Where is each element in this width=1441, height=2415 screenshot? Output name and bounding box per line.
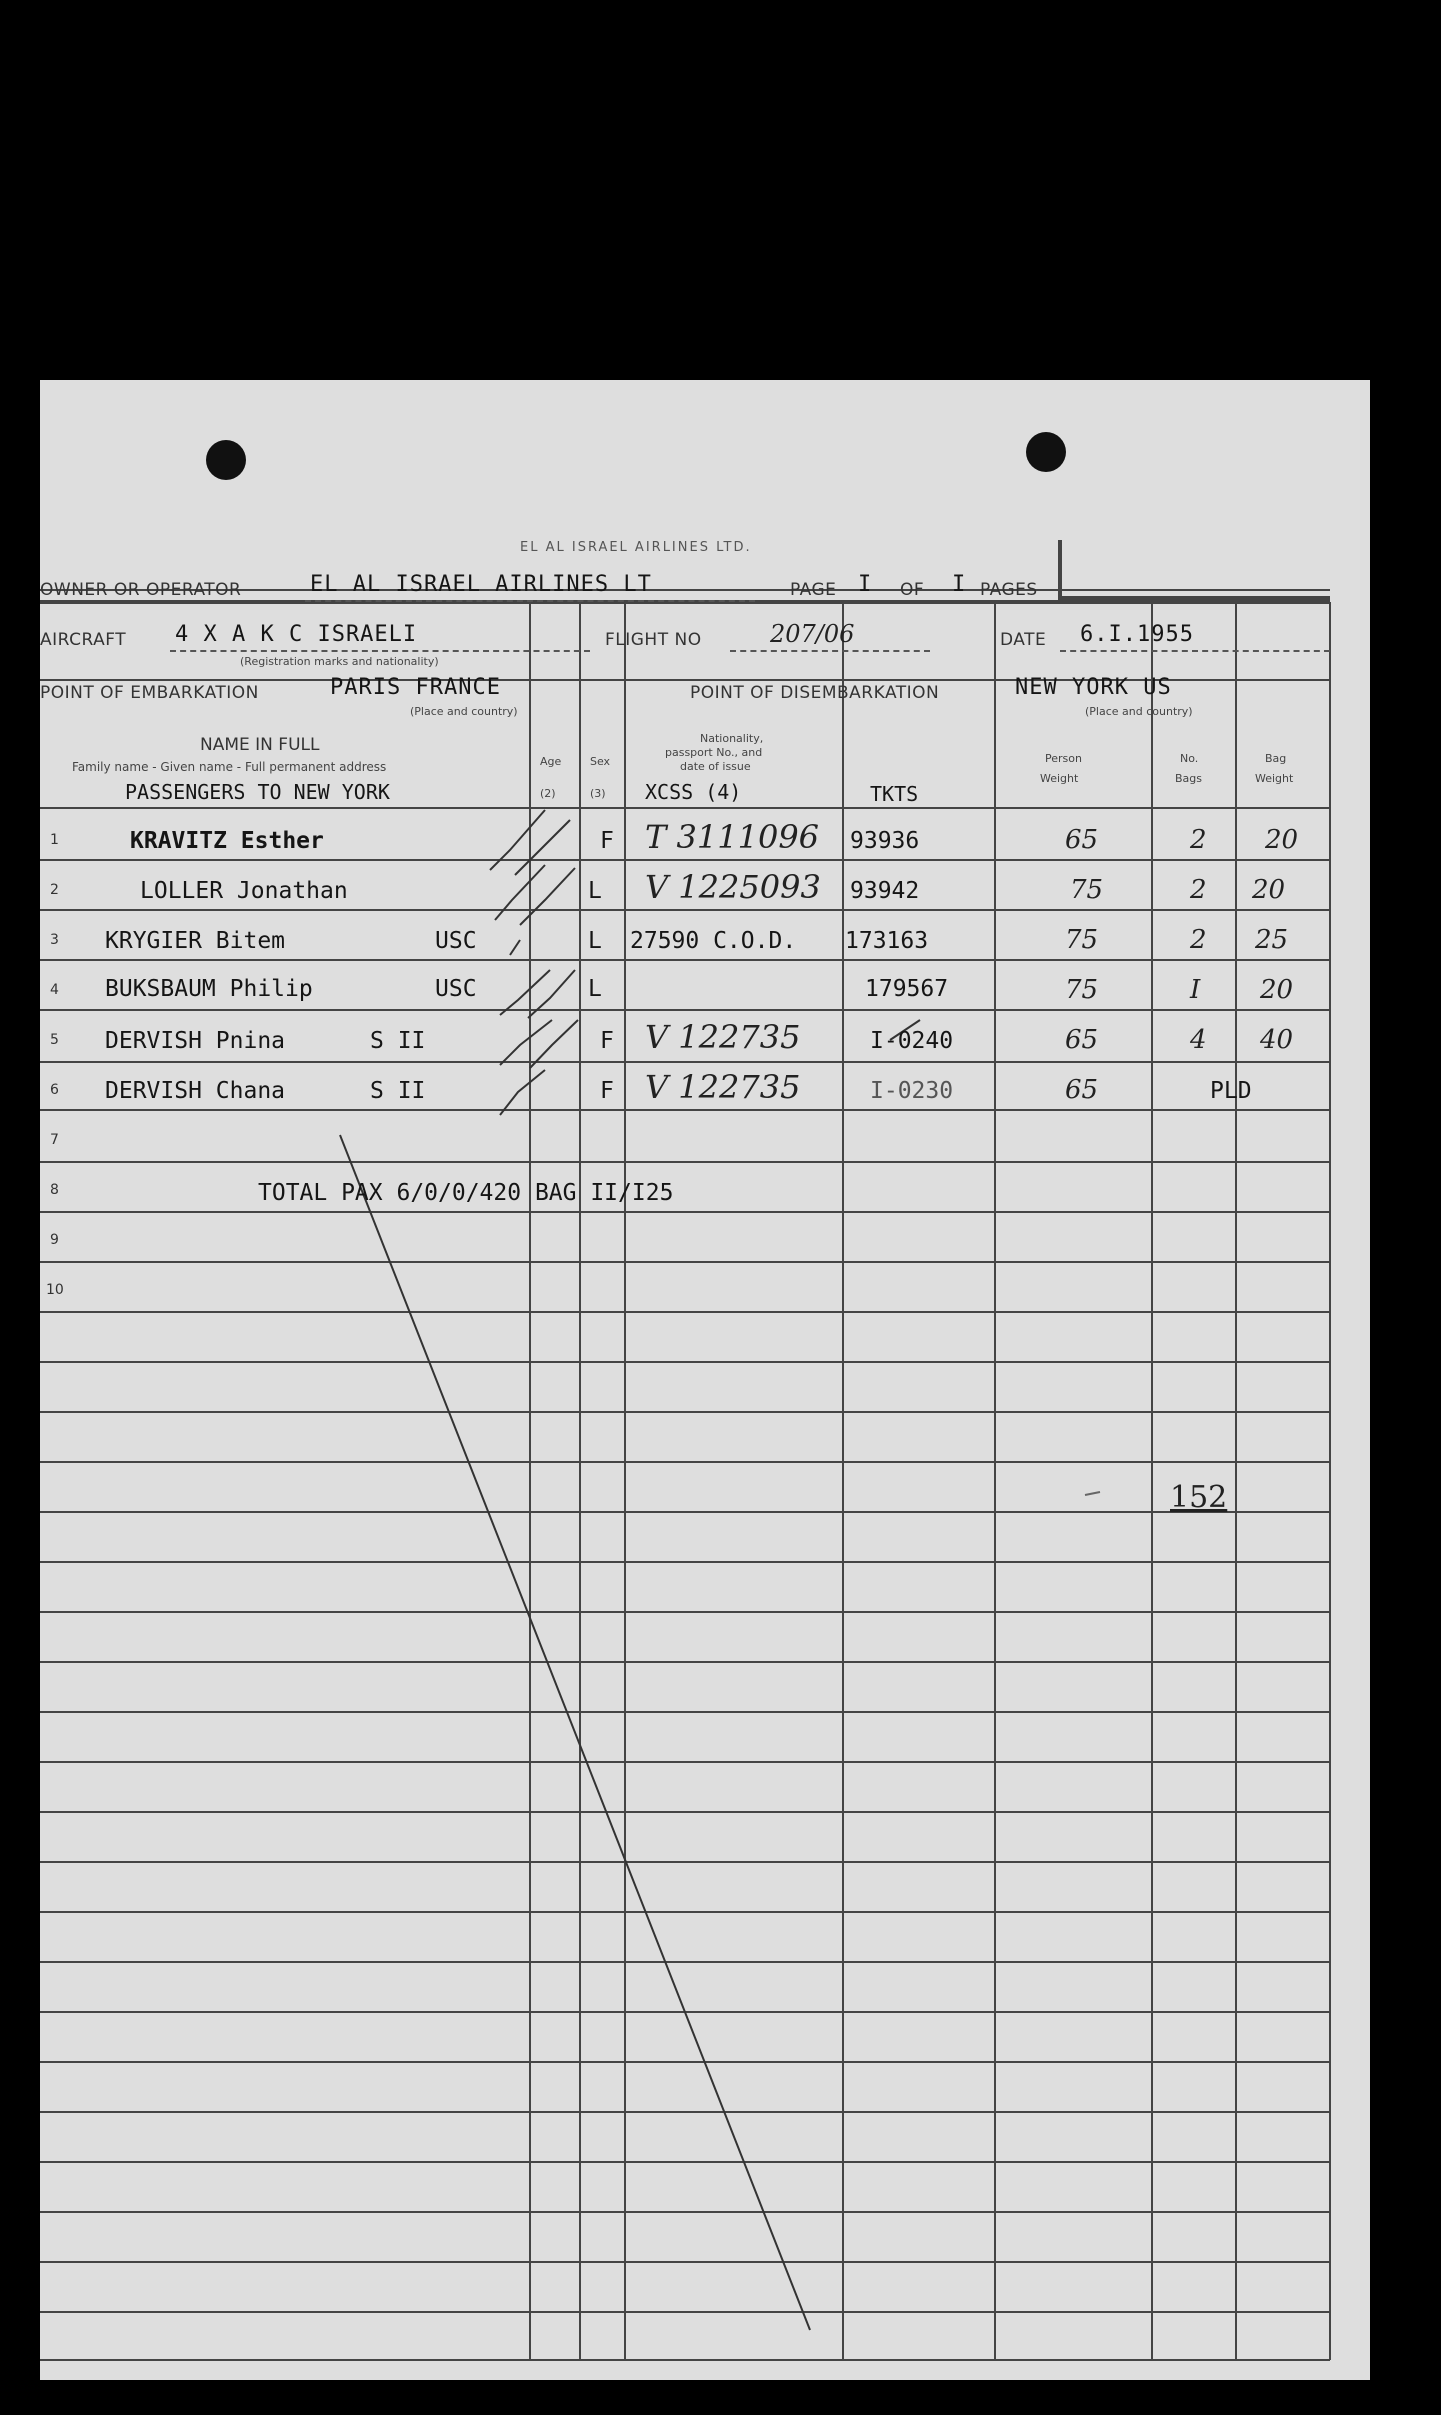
passenger-address: S II (370, 1078, 426, 1104)
passenger-passport: V 1225093 (645, 868, 821, 906)
date-label: DATE (1000, 630, 1047, 650)
bag-weight: 20 (1252, 875, 1286, 905)
person-weight: 75 (1065, 975, 1099, 1005)
col-age: Age (540, 755, 562, 768)
passenger-name: KRYGIER Bitem (105, 928, 286, 954)
passenger-passport: V 122735 (645, 1018, 801, 1056)
passenger-sex: F (600, 828, 614, 854)
row-number: 4 (50, 982, 59, 998)
page-value: I (858, 572, 873, 597)
aircraft-underline (170, 650, 590, 652)
date-underline (1060, 650, 1330, 652)
embarkation-value: PARIS FRANCE (330, 675, 501, 700)
row-number: 7 (50, 1132, 59, 1148)
bag-count: 2 (1190, 925, 1207, 955)
passenger-sex: F (600, 1078, 614, 1104)
passenger-address: USC (435, 976, 477, 1002)
col-sex-num: (3) (590, 787, 606, 800)
row-number: 9 (50, 1232, 59, 1248)
passenger-ticket: I-0240 (870, 1028, 954, 1054)
passenger-name: LOLLER Jonathan (140, 878, 348, 904)
passenger-name: KRAVITZ Esther (130, 828, 324, 854)
owner-label: OWNER OR OPERATOR (40, 580, 242, 600)
passenger-ticket: I-0230 (870, 1078, 954, 1104)
row-number: 10 (46, 1282, 64, 1298)
embarkation-caption: (Place and country) (410, 705, 518, 718)
aircraft-label: AIRCRAFT (40, 630, 127, 650)
passenger-ticket: 93942 (850, 878, 920, 904)
col-name-title: NAME IN FULL (200, 735, 320, 755)
embarkation-label: POINT OF EMBARKATION (40, 683, 259, 703)
of-label: OF (900, 580, 925, 600)
col-person-weight-1: Person (1045, 752, 1082, 765)
person-weight: 65 (1065, 1075, 1099, 1105)
col-bag-weight-1: Bag (1265, 752, 1287, 765)
row-number: 2 (50, 882, 59, 898)
passenger-passport: V 122735 (645, 1068, 801, 1106)
col-age-num: (2) (540, 787, 556, 800)
passenger-name: DERVISH Pnina (105, 1028, 286, 1054)
bag-weight: 20 (1265, 825, 1299, 855)
col-bags-2: Bags (1175, 772, 1203, 785)
aircraft-value: 4 X A K C ISRAELI (175, 622, 418, 647)
bag-count: 2 (1190, 825, 1207, 855)
bag-count: 2 (1190, 875, 1207, 905)
aircraft-caption: (Registration marks and nationality) (240, 655, 439, 668)
flight-value: 207/06 (770, 620, 855, 648)
person-weight: 75 (1065, 925, 1099, 955)
passenger-sex: F (600, 1028, 614, 1054)
col-person-weight-2: Weight (1040, 772, 1079, 785)
person-weight: 65 (1065, 1025, 1099, 1055)
of-value: I (952, 572, 967, 597)
row-number: 1 (50, 832, 59, 848)
flight-underline (730, 650, 930, 652)
person-weight: 75 (1070, 875, 1104, 905)
passenger-sex: L (588, 878, 602, 904)
bag-count: PLD (1210, 1078, 1252, 1104)
manifest-sheet (40, 380, 1370, 2380)
passenger-sex: L (588, 928, 602, 954)
total-line: TOTAL PAX 6/0/0/420 BAG II/I25 (258, 1180, 674, 1206)
col-sex: Sex (590, 755, 611, 768)
col-nat-2: passport No., and (665, 746, 763, 759)
passenger-ticket: 179567 (865, 976, 949, 1002)
row-number: 5 (50, 1032, 59, 1048)
bag-weight: 40 (1260, 1025, 1294, 1055)
col-name-typed: PASSENGERS TO NEW YORK (125, 780, 390, 804)
disembarkation-label: POINT OF DISEMBARKATION (690, 683, 940, 703)
passenger-passport: T 3111096 (645, 818, 820, 856)
col-bags-1: No. (1180, 752, 1199, 765)
passenger-passport: 27590 C.O.D. (630, 928, 797, 954)
passenger-address: S II (370, 1028, 426, 1054)
col-nat-typed: XCSS (4) (645, 780, 742, 804)
row-number: 6 (50, 1082, 59, 1098)
row-number: 3 (50, 932, 59, 948)
col-tickets: TKTS (870, 782, 919, 806)
bag-count: I (1190, 975, 1201, 1005)
flight-label: FLIGHT NO (605, 630, 702, 650)
passenger-name: DERVISH Chana (105, 1078, 286, 1104)
bag-weight: 20 (1260, 975, 1294, 1005)
page-label: PAGE (790, 580, 837, 600)
passenger-ticket: 93936 (850, 828, 920, 854)
passenger-sex: L (588, 976, 602, 1002)
col-name-sub: Family name - Given name - Full permanent address (72, 760, 387, 774)
owner-value: EL AL ISRAEL AIRLINES LT (310, 572, 652, 597)
passenger-address: USC (435, 928, 477, 954)
person-weight: 65 (1065, 825, 1099, 855)
disembarkation-value: NEW YORK US (1015, 675, 1172, 700)
owner-underline (305, 600, 755, 602)
form-title: EL AL ISRAEL AIRLINES LTD. (520, 540, 752, 555)
col-nat-3: date of issue (680, 760, 751, 773)
bag-weight: 25 (1255, 925, 1289, 955)
bag-count: 4 (1190, 1025, 1207, 1055)
passenger-ticket: 173163 (845, 928, 929, 954)
margin-figure: 152 (1170, 1480, 1228, 1515)
date-value: 6.I.1955 (1080, 622, 1194, 647)
col-nat-1: Nationality, (700, 732, 764, 745)
disembarkation-caption: (Place and country) (1085, 705, 1193, 718)
pages-label: PAGES (980, 580, 1038, 600)
passenger-name: BUKSBAUM Philip (105, 976, 313, 1002)
col-bag-weight-2: Weight (1255, 772, 1294, 785)
row-number: 8 (50, 1182, 59, 1198)
